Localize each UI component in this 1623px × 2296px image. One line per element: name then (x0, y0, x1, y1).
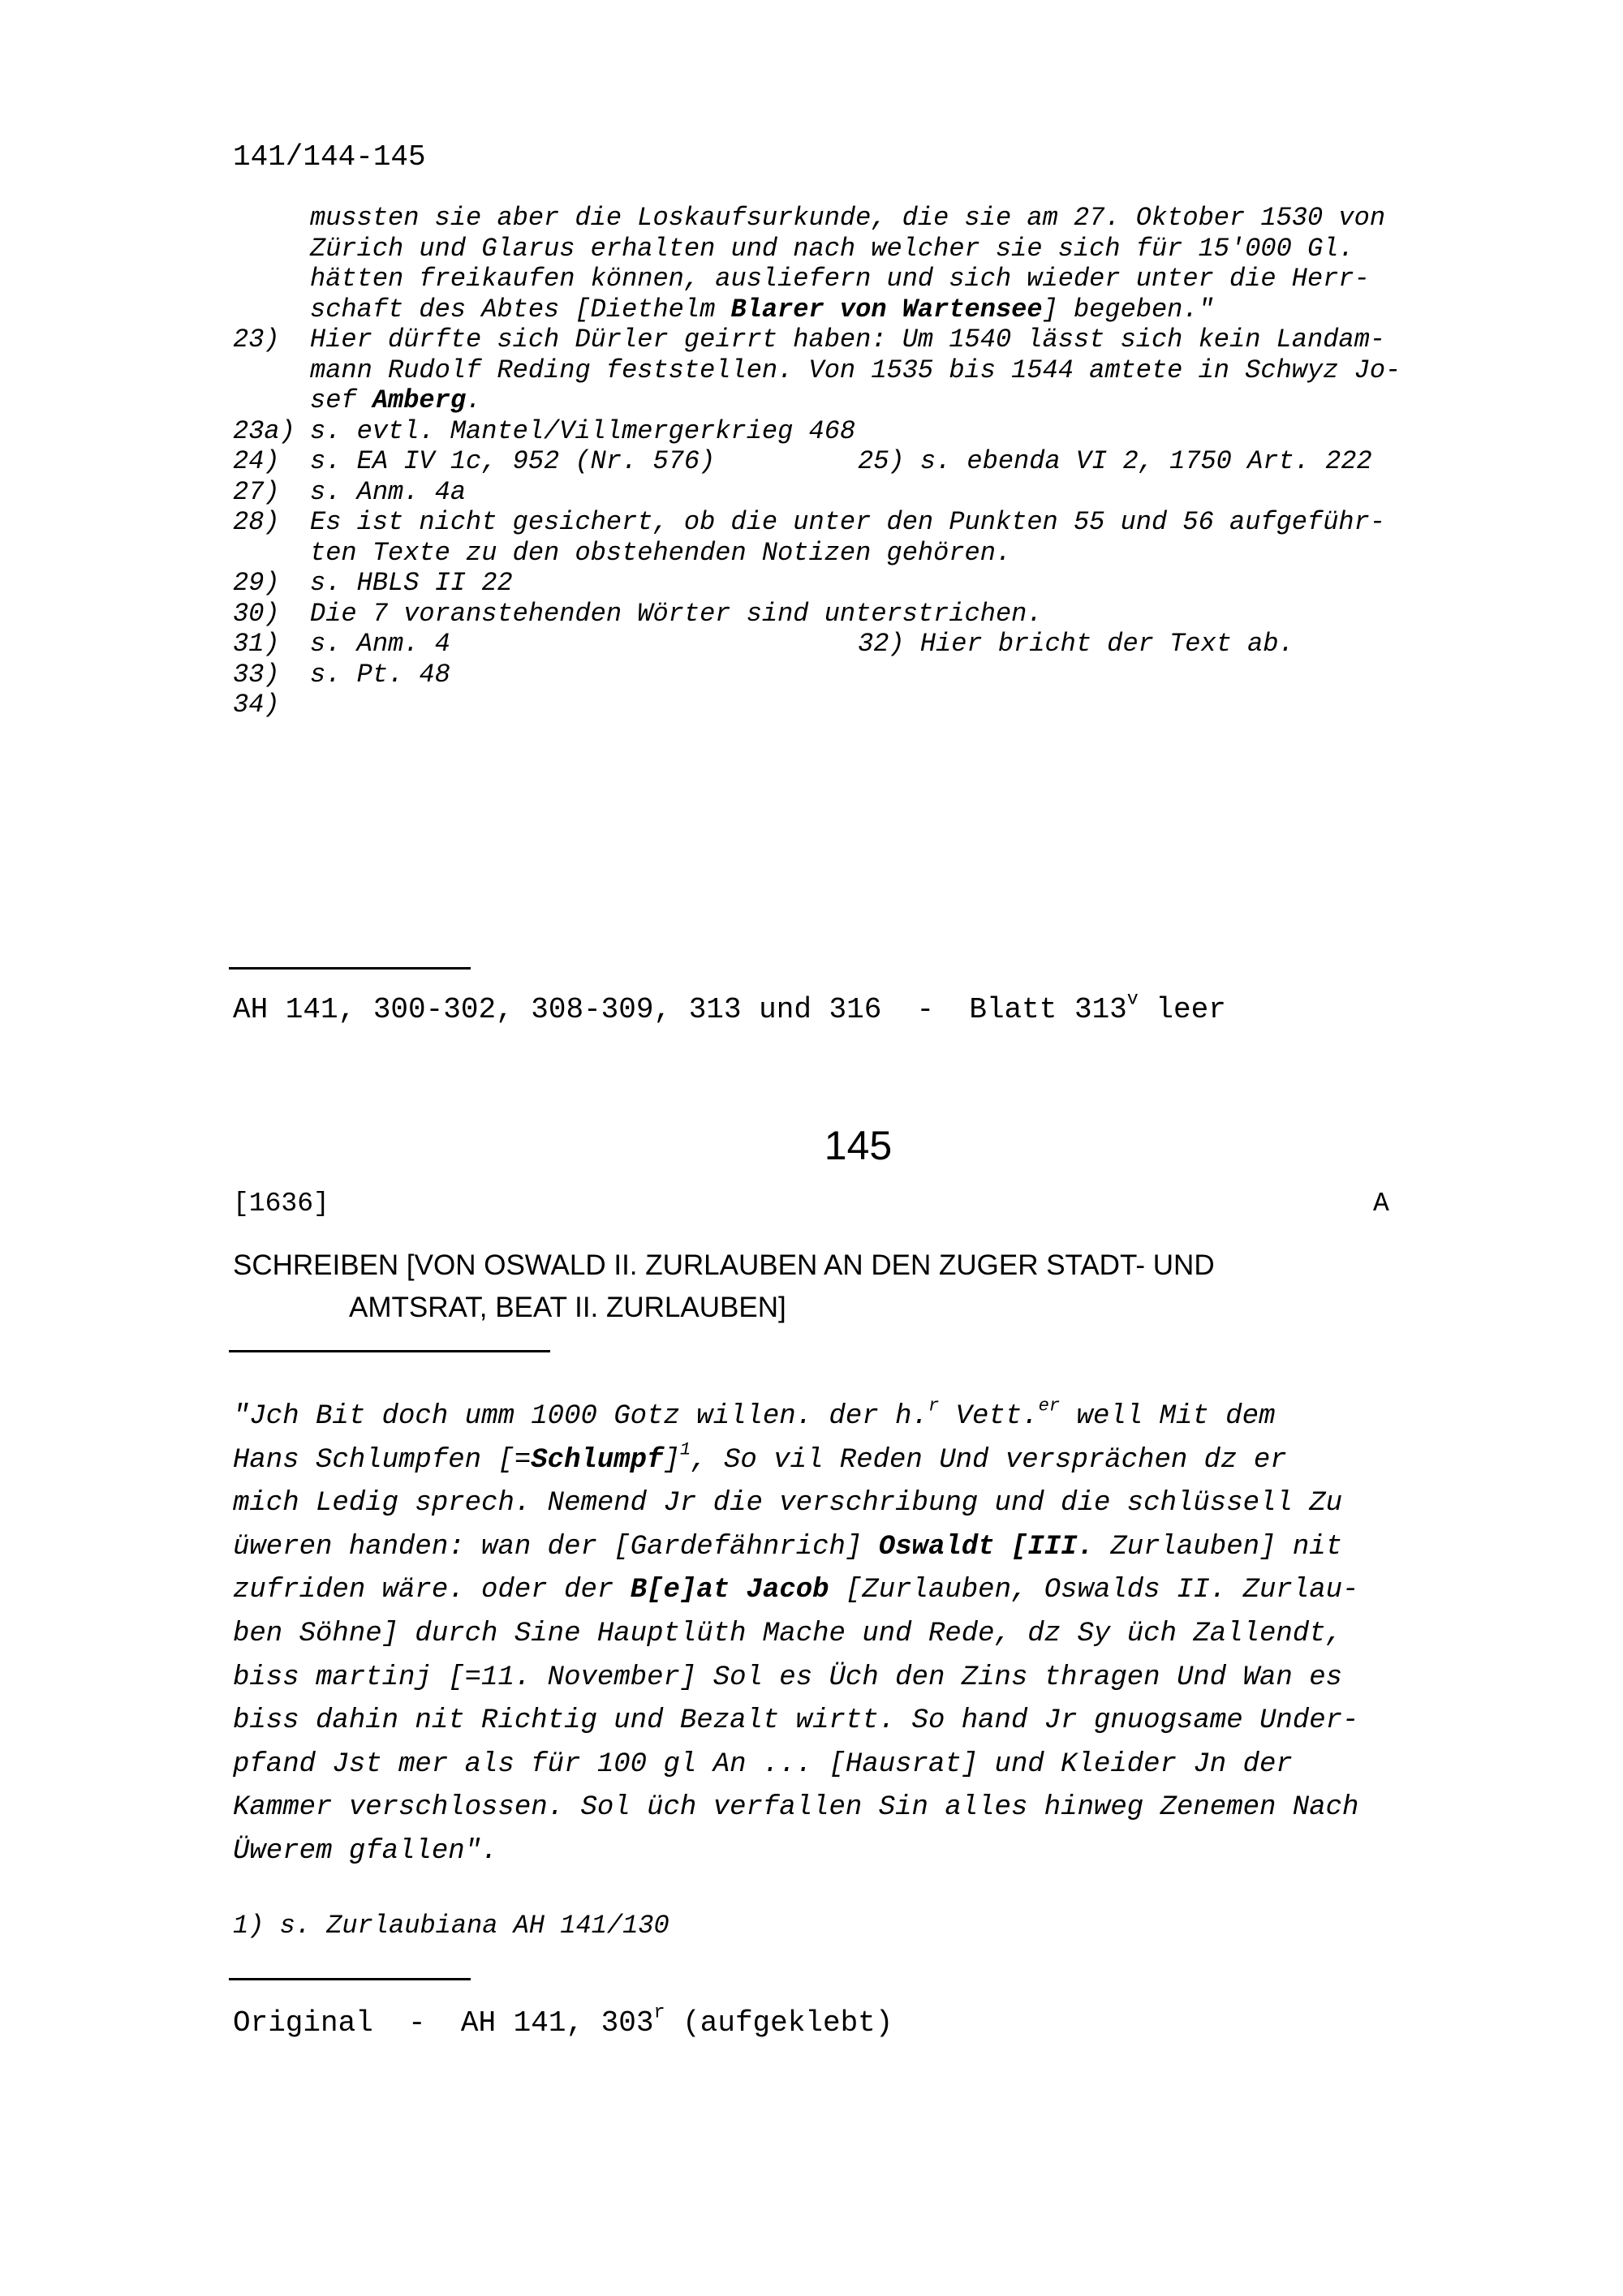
footnote-text: s. Anm. 4a (310, 476, 467, 507)
footnote-27 (233, 477, 1499, 508)
footnote-24 (233, 446, 1499, 477)
letter-line: pfand Jst mer als für 100 gl An ... [Hausrat] und Kleider Jn der (233, 1748, 1293, 1780)
document-title: SCHREIBEN [VON OSWALD II. ZURLAUBEN AN DEN ZUGER STADT- UND (233, 1249, 1215, 1281)
person-name: Blarer von Wartensee (730, 294, 1043, 325)
footnote-number: 23a) (233, 415, 295, 446)
footnote-continuation-line (233, 203, 1499, 234)
footnote-text: s. evtl. Mantel/Villmergerkrieg 468 (310, 415, 856, 446)
footnote-number: 34) (233, 690, 280, 720)
document-title-line2: AMTSRAT, BEAT II. ZURLAUBEN] (349, 1292, 786, 1323)
footnote-text: Hier dürfte sich Dürler geirrt haben: Um 1540 lässt sich kein Landam- (310, 325, 1386, 355)
page-reference: 141/144-145 (233, 140, 426, 174)
separator-rule (229, 1978, 471, 1980)
footnote-number: 28) (233, 507, 280, 537)
letter-body (233, 1395, 1483, 1874)
letter-line: üweren handen: wan der [Gardefähnrich] Oswaldt [III. Zurlauben] nit (233, 1531, 1343, 1563)
footnote-number: 33) (233, 659, 280, 690)
footnote-28-line2 (233, 538, 1499, 569)
footnote-23-line3 (233, 385, 1499, 416)
source-line: AH 141, 300-302, 308-309, 313 und 316 - Blatt 313$^v$ leer (233, 989, 1226, 1026)
footnote-text: Zürich und Glarus erhalten und nach welcher sie sich für 15'000 Gl. (310, 233, 1354, 264)
footnote-33 (233, 660, 1499, 690)
footnote-30 (233, 599, 1499, 630)
letter-line: Üwerem gfallen". (233, 1835, 498, 1867)
letter-line: biss martinj [=11. November] Sol es Üch den Zins thragen Und Wan es (233, 1662, 1343, 1693)
footnote-number: 29) (233, 568, 280, 598)
footnote-29 (233, 568, 1499, 599)
footnote-ref: 1 (679, 1439, 691, 1460)
document-date: [1636] (233, 1189, 329, 1219)
footnote-32: 32) Hier bricht der Text ab. (858, 629, 1294, 659)
footnote-text: sef Amberg. (310, 385, 482, 415)
footnote-continuation-line (233, 234, 1499, 264)
letter-line: zufriden wäre. oder der B[e]at Jacob [Zurlauben, Oswalds II. Zurlau- (233, 1575, 1359, 1606)
footnote-text: ten Texte zu den obstehenden Notizen gehören. (310, 537, 1012, 568)
person-name: Amberg (372, 385, 467, 415)
footnote-number: 31) (233, 629, 280, 659)
letter-line: ben Söhne] durch Sine Hauptlüth Mache und Rede, dz Sy üch Zallendt, (233, 1618, 1343, 1649)
footnote-number: 24) (233, 446, 280, 476)
original-source-line: Original - AH 141, 303$^r$ (aufgeklebt) (233, 2002, 893, 2040)
letter-line: Hans Schlumpfen [=Schlumpf]$^1$, So vil Reden Und versprächen dz er (233, 1439, 1287, 1476)
footnote-text: hätten freikaufen können, ausliefern und sich wieder unter die Herr- (310, 264, 1370, 294)
footnote-number: 23) (233, 325, 280, 355)
letter-line: "Jch Bit doch umm 1000 Gotz willen. der h.$^r$ Vett.$^{er}$ well Mit dem (233, 1395, 1276, 1432)
footnote-text: s. HBLS II 22 (310, 568, 513, 598)
document-number: 145 (824, 1123, 893, 1168)
footnote-number: 30) (233, 598, 280, 629)
footnote-23 (233, 325, 1499, 355)
footnote-23-line2 (233, 355, 1499, 386)
footnote-text: mussten sie aber die Loskaufsurkunde, die sie am 27. Oktober 1530 von (310, 203, 1386, 233)
footnote-31 (233, 629, 1499, 660)
person-name: B[e]at Jacob (630, 1575, 829, 1606)
footnote-text: s. Pt. 48 (310, 659, 450, 690)
footnote-text: Die 7 voranstehenden Wörter sind unterstrichen. (310, 598, 1043, 629)
footnote-continuation-line (233, 295, 1499, 325)
footnote-25: 25) s. ebenda VI 2, 1750 Art. 222 (858, 446, 1372, 476)
footnotes-section (233, 203, 1499, 738)
separator-rule (229, 1350, 550, 1352)
footnote-continuation-line (233, 264, 1499, 295)
letter-line: Kammer verschlossen. Sol üch verfallen Sin alles hinweg Zenemen Nach (233, 1792, 1359, 1824)
footnote-number: 27) (233, 476, 280, 507)
footnote-text: mann Rudolf Reding feststellen. Von 1535 bis 1544 amtete in Schwyz Jo- (310, 355, 1401, 385)
letter-line: biss dahin nit Richtig und Bezalt wirtt. So hand Jr gnuogsame Under- (233, 1705, 1359, 1737)
footnote-28 (233, 507, 1499, 538)
footnote-text: s. EA IV 1c, 952 (Nr. 576) (310, 446, 716, 476)
person-name: Oswaldt [III. (878, 1531, 1094, 1563)
document-type-letter: A (1373, 1189, 1389, 1219)
footnote-34 (233, 690, 1499, 720)
person-name: Schlumpf (531, 1444, 664, 1476)
footnote-23a (233, 416, 1499, 447)
footnote-text: s. Anm. 4 (310, 629, 450, 659)
footnote-text: schaft des Abtes [Diethelm Blarer von Wartensee] begeben." (310, 294, 1214, 325)
letter-footnote: 1) s. Zurlaubiana AH 141/130 (233, 1911, 669, 1941)
footnote-text: Es ist nicht gesichert, ob die unter den Punkten 55 und 56 aufgeführ- (310, 507, 1386, 537)
separator-rule (229, 967, 471, 970)
letter-line: mich Ledig sprech. Nemend Jr die verschribung und die schlüssell Zu (233, 1488, 1343, 1520)
